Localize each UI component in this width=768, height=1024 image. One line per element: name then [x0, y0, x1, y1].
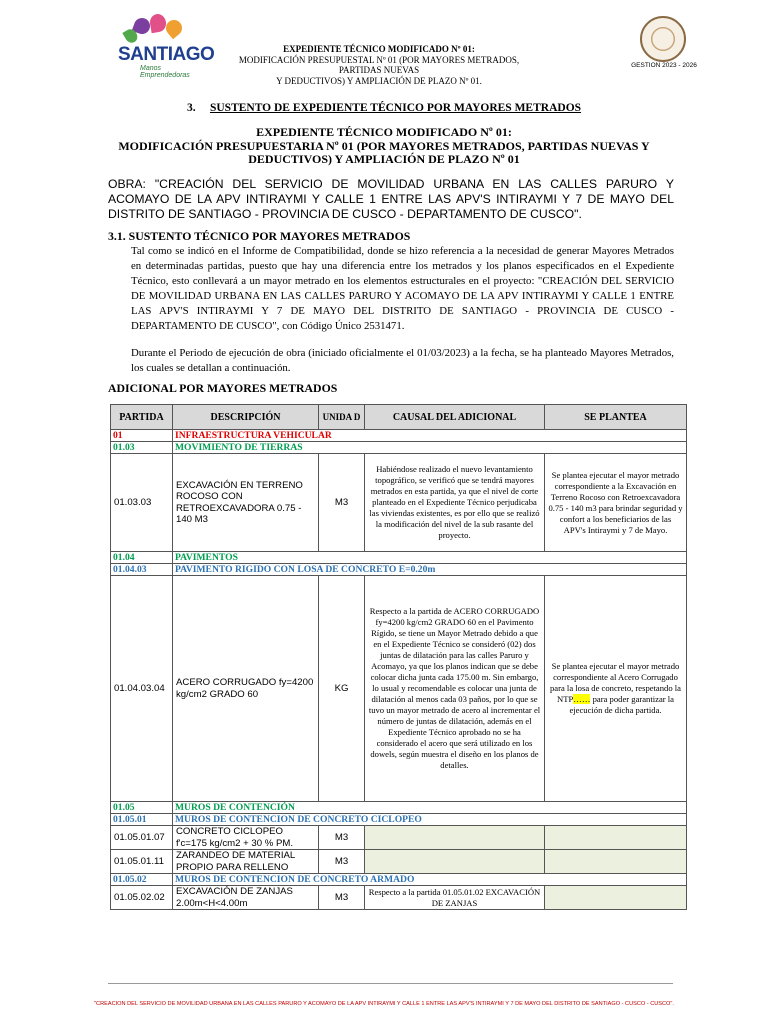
table-row: [111, 454, 687, 552]
section-heading: [0, 102, 768, 114]
row-code: 01.03: [111, 442, 173, 454]
table-row: [111, 552, 687, 564]
row-code: 01.05.01.11: [111, 850, 173, 874]
row-unit: KG: [319, 576, 365, 802]
plantea-text-b: para poder garantizar la ejecución de dicha partida.: [569, 694, 674, 715]
row-unit: M3: [319, 886, 365, 910]
expediente-line-1: EXPEDIENTE TÉCNICO MODIFICADO Nº 01:: [256, 125, 512, 139]
adicional-title: ADICIONAL POR MAYORES METRADOS: [108, 381, 338, 395]
table-row: [111, 874, 687, 886]
row-description: EXCAVACIÓN DE ZANJAS 2.00m<H<4.00m: [173, 886, 319, 910]
table-row: [111, 430, 687, 442]
row-section-name: MOVIMIENTO DE TIERRAS: [173, 442, 687, 454]
section-number: 3.: [186, 102, 196, 114]
expediente-title: [0, 126, 768, 167]
row-causal: [365, 850, 545, 874]
row-causal: Respecto a la partida de ACERO CORRUGADO fy=4200 kg/cm2 GRADO 60 en el Pavimento Rígido, se tiene un Mayor Metrado debido a que en el Expediente Técnico se consideró (02) dos juntas de dilatación para las calles Paruro y Acomayo, ya que los planos indican que se debe colocar dicha junta cada 175.00 m. Sin embargo, lo usual y recomendable es colocar una junta de dilatación al menos cada 03 paños, por lo que se tuvo un mayor metrado de acero al incrementar el número de juntas de dilatación, además en el Expediente Técnico aprobado no se ha considerado el acero que será utilizado en los dowels, según muestra el diseño en los planos de detalles.: [365, 576, 545, 802]
row-code: 01.04.03.04: [111, 576, 173, 802]
row-description: ACERO CORRUGADO fy=4200 kg/cm2 GRADO 60: [173, 576, 319, 802]
row-description: EXCAVACIÓN EN TERRENO ROCOSO CON RETROEXCAVADORA 0.75 - 140 M3: [173, 454, 319, 552]
logo-petal-pink: [149, 13, 168, 34]
row-description: CONCRETO CICLOPEO f'c=175 kg/cm2 + 30 % PM.: [173, 826, 319, 850]
plantea-highlight: ……: [573, 694, 591, 704]
row-plantea: [545, 826, 687, 850]
table-row: [111, 814, 687, 826]
expediente-line-3: DEDUCTIVOS) Y AMPLIACIÓN DE PLAZO Nº 01: [248, 152, 520, 166]
obra-paragraph: OBRA: "CREACIÓN DEL SERVICIO DE MOVILIDAD URBANA EN LAS CALLES PARURO Y ACOMAYO DE LA APV INTIRAYMI Y CALLE 1 ENTRE LAS APV'S INTIRAYMI Y 7 DE MAYO DEL DISTRITO DE SANTIAGO - PROVINCIA DE CUSCO - DEPARTAMENTO DE CUSCO".: [108, 177, 674, 221]
row-code: 01.05.01.07: [111, 826, 173, 850]
seal-caption: GESTION 2023 - 2026: [631, 62, 697, 69]
header-title: [218, 44, 540, 86]
header-line-2: MODIFICACIÓN PRESUPUESTAL Nº 01 (POR MAYORES METRADOS, PARTIDAS NUEVAS: [238, 54, 520, 75]
table-row: [111, 850, 687, 874]
row-section-name: PAVIMENTOS: [173, 552, 687, 564]
logo-text: SANTIAGO: [118, 44, 215, 65]
mayores-metrados-table: [110, 404, 687, 910]
header-descripcion: DESCRIPCIÓN: [173, 405, 319, 430]
paragraph-1: Tal como se indicó en el Informe de Compatibilidad, donde se hizo referencia a la necesidad de generar Mayores Metrados en determinadas partidas, puesto que hay una diferencia entre los metrados y los planos especificados en el Expediente Técnico, esto conllevará a un mayor metrado en los elementos estructurales en el proyecto: "CREACIÓN DEL SERVICIO DE MOVILIDAD URBANA EN LAS CALLES PARURO Y ACOMAYO DE LA APV INTIRAYMI Y CALLE 1 ENTRE LAS APV'S INTIRAYMI Y 7 DE MAYO DEL DISTRITO DE SANTIAGO - PROVINCIA DE CUSCO - DEPARTAMENTO DE CUSCO", con Código Único 2531471.: [131, 245, 674, 332]
row-plantea: Se plantea ejecutar el mayor metrado correspondiente a la Excavación en Terreno Rocoso con Retroexcavadora 0.75 - 140 m3 para brindar seguridad y confort a los beneficiarios de las APV's Intiraymi y 7 de Mayo.: [545, 454, 687, 552]
row-code: 01.04.03: [111, 564, 173, 576]
page-footer: "CREACION DEL SERVICIO DE MOVILIDAD URBANA EN LAS CALLES PARURO Y ACOMAYO DE LA APV INTIRAYMI Y CALLE 1 ENTRE LAS APV'S INTIRAYMI Y 7 DE MAYO DEL DISTRITO DE SANTIAGO - CUSCO - CUSCO".: [94, 1001, 674, 1007]
logo-subtitle: Manos Emprendedoras: [140, 65, 190, 79]
logo-petal-orange: [163, 17, 186, 40]
header-line-3: Y DEDUCTIVOS) Y AMPLIACIÓN DE PLAZO Nº 01.: [276, 75, 482, 86]
header-plantea: SE PLANTEA: [545, 405, 687, 430]
row-code: 01.04: [111, 552, 173, 564]
table-row: [111, 826, 687, 850]
row-plantea: [545, 850, 687, 874]
paragraph-2: Durante el Periodo de ejecución de obra (iniciado oficialmente el 01/03/2023) a la fecha, se ha planteado Mayores Metrados, los cuales se detallan a continuación.: [131, 347, 674, 374]
row-section-name: MUROS DE CONTENCION DE CONCRETO ARMADO: [173, 874, 687, 886]
table-row: [111, 576, 687, 802]
row-section-name: INFRAESTRUCTURA VEHICULAR: [173, 430, 687, 442]
header-unidad: UNIDA D: [319, 405, 365, 430]
expediente-line-2: MODIFICACIÓN PRESUPUESTARIA Nº 01 (POR MAYORES METRADOS, PARTIDAS NUEVAS Y: [118, 138, 650, 153]
row-unit: M3: [319, 850, 365, 874]
table-row: [111, 886, 687, 910]
row-unit: M3: [319, 454, 365, 552]
row-code: 01.05.02.02: [111, 886, 173, 910]
subsection-title: 3.1. SUSTENTO TÉCNICO POR MAYORES METRADOS: [108, 229, 411, 243]
page-header: [0, 0, 768, 90]
row-code: 01.03.03: [111, 454, 173, 552]
row-causal: Habiéndose realizado el nuevo levantamiento topográfico, se verificó que se tendrá mayores metrados en esta partida, ya que el nivel de corte planteado en el Expediente Técnico perjudicaba las viviendas existentes, es por ello que se realizó la modificación del nivel de la sub rasante del proyecto.: [365, 454, 545, 552]
row-plantea: [545, 576, 687, 802]
row-code: 01.05: [111, 802, 173, 814]
table-row: [111, 442, 687, 454]
table-row: [111, 802, 687, 814]
row-section-name: MUROS DE CONTENCION DE CONCRETO CICLOPEO: [173, 814, 687, 826]
row-causal: Respecto a la partida 01.05.01.02 EXCAVACIÓN DE ZANJAS: [365, 886, 545, 910]
row-code: 01.05.02: [111, 874, 173, 886]
row-code: 01.05.01: [111, 814, 173, 826]
row-section-name: PAVIMENTO RIGIDO CON LOSA DE CONCRETO E=0.20m: [173, 564, 687, 576]
row-plantea: [545, 886, 687, 910]
table-row: [111, 564, 687, 576]
header-causal: CAUSAL DEL ADICIONAL: [365, 405, 545, 430]
header-partida: PARTIDA: [111, 405, 173, 430]
row-causal: [365, 826, 545, 850]
header-line-1: EXPEDIENTE TÉCNICO MODIFICADO Nº 01:: [283, 44, 475, 54]
plantea-text-a: Se plantea ejecutar el mayor metrado correspondiente al Acero Corrugado para la losa de concreto, respetando la NTP: [550, 661, 681, 704]
table-header-row: [111, 405, 687, 430]
footer-divider: [108, 983, 673, 984]
row-code: 01: [111, 430, 173, 442]
santiago-logo: [112, 14, 215, 79]
municipal-seal-icon: [640, 16, 686, 62]
row-section-name: MUROS DE CONTENCIÓN: [173, 802, 687, 814]
row-description: ZARANDEO DE MATERIAL PROPIO PARA RELLENO: [173, 850, 319, 874]
row-unit: M3: [319, 826, 365, 850]
section-title: SUSTENTO DE EXPEDIENTE TÉCNICO POR MAYORES METRADOS: [209, 102, 582, 114]
